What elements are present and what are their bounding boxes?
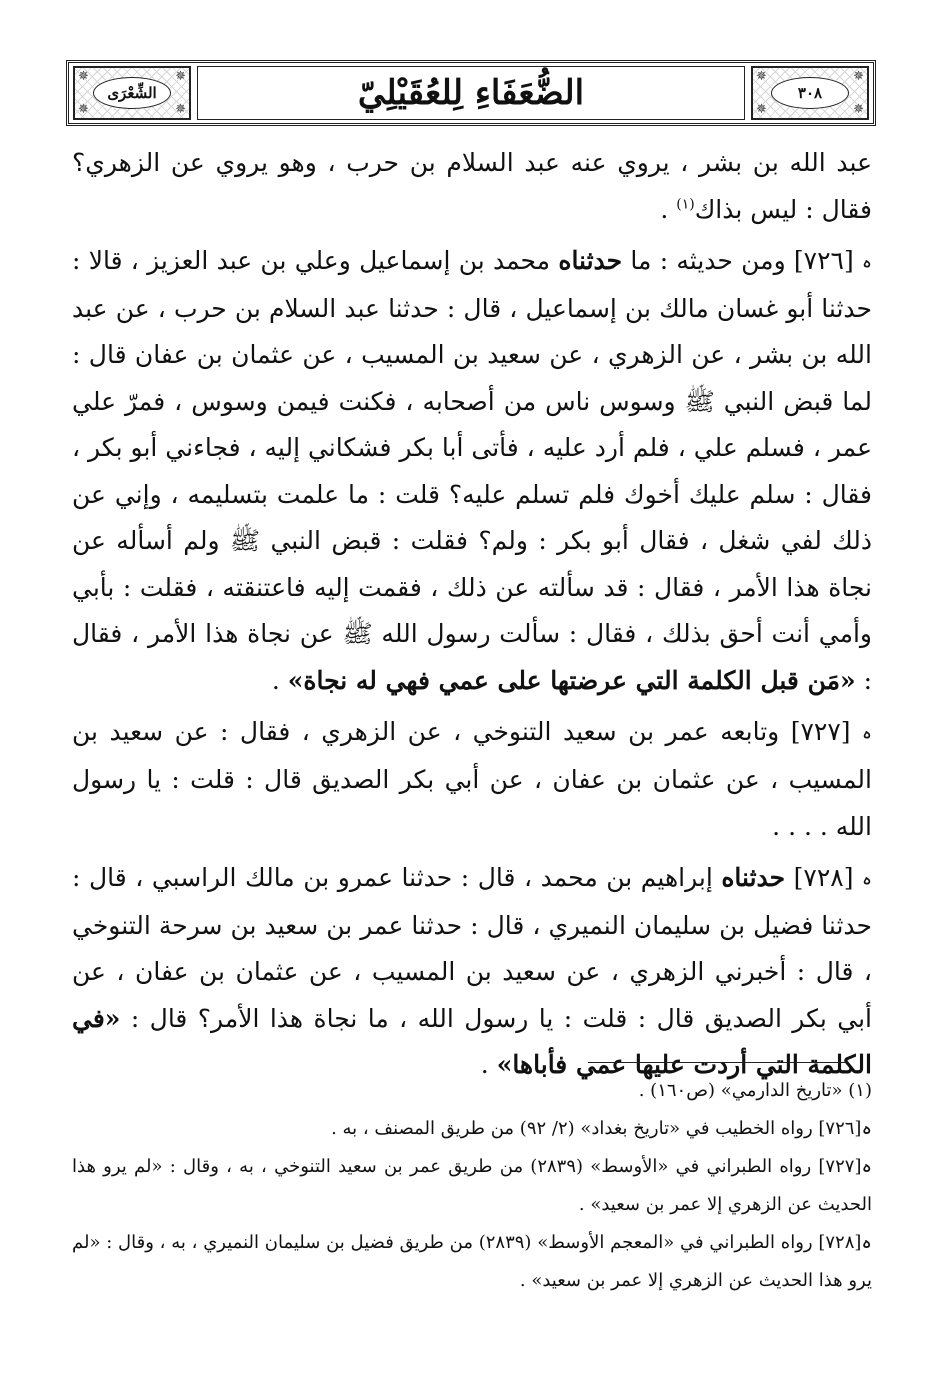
header-ornament-left — [73, 66, 191, 120]
running-title: الضُّعَفَاءِ لِلعُقَيْلِيّ — [197, 66, 745, 120]
star-ornament-icon: ✵ — [756, 102, 767, 117]
hadith-text: [٧٢٨] — [785, 863, 854, 892]
paragraph-end: . — [271, 665, 288, 695]
star-ornament-icon: ✵ — [853, 69, 864, 84]
star-ornament-icon: ✵ — [175, 102, 186, 117]
hadith-verb: حدثناه — [721, 863, 786, 892]
page-number: ٣٠٨ — [771, 77, 849, 109]
paragraph-continuation — [72, 140, 872, 233]
hadith-text: [٧٢٧] وتابعه عمر بن سعيد التنوخي ، عن الزهري ، فقال : عن سعيد بن المسيب ، عن عثمان بن عفان ، عن أبي بكر الصديق قال : قلت : يا رسول الله . . . . — [72, 717, 872, 841]
page-header — [66, 60, 876, 126]
hadith-quote: «في الكلمة التي أردت عليها عمي فأباها» — [72, 1003, 872, 1080]
star-ornament-icon: ✵ — [78, 69, 89, 84]
hadith-text: إبراهيم بن محمد ، قال : حدثنا عمرو بن مالك الراسبي ، قال : حدثنا فضيل بن سليمان النميري ، قال : حدثنا عمر بن سعيد بن سرحة التنوخي ، قال : أخبرني الزهري ، عن سعيد بن المسيب ، عن عثمان بن عفان ، عن أبي بكر الصديق قال : قلت : يا رسول الله ، ما نجاة هذا الأمر؟ قال : — [72, 863, 872, 1033]
paragraph-end: . — [660, 194, 677, 224]
star-ornament-icon: ✵ — [853, 102, 864, 117]
footnote-727: ہ[٧٢٧] رواه الطبراني في «الأوسط» (٢٨٣٩) من طريق عمر بن سعيد التنوخي ، به ، وقال : «لم يرو هذا الحديث عن الزهري إلا عمر بن سعيد» . — [72, 1156, 873, 1215]
footnote-1: (١) «تاريخ الدارمي» (ص١٦٠) . — [638, 1080, 872, 1101]
footnotes — [72, 1072, 872, 1300]
main-text — [72, 140, 872, 1094]
hadith-marker-icon: ہ — [862, 723, 872, 744]
header-ornament-right — [751, 66, 869, 120]
hadith-text: محمد بن إسماعيل وعلي بن عبد العزيز ، قالا : حدثنا أبو غسان مالك بن إسماعيل ، قال : حدثنا عبد السلام بن حرب ، عن عبد الله بن بشر ، عن الزهري ، عن سعيد بن المسيب ، عن عثمان بن عفان قال : لما قبض النبي ﷺ وسوس ناس من أصحابه ، فكنت فيمن وسوس ، فمرّ علي عمر ، فسلم علي ، فلم أرد عليه ، فأتى أبا بكر فشكاني إليه ، فجاءني أبو بكر ، فقال : سلم عليك أخوك فلم تسلم عليه؟ قلت : ما علمت بتسليمه ، وإني عن ذلك لفي شغل ، فقال أبو بكر : ولم؟ فقلت : قبض النبي ﷺ ولم أسأله عن نجاة هذا الأمر ، فقال : قد سألته عن ذلك ، فقمت إليه فاعتنقته ، فقلت : بأبي وأمي أنت أحق بذلك ، فقال : سألت رسول الله ﷺ عن نجاة هذا الأمر ، فقال : — [72, 246, 872, 695]
hadith-marker-icon: ہ — [862, 252, 872, 273]
paragraph-text: عبد الله بن بشر ، يروي عنه عبد السلام بن حرب ، وهو يروي عن الزهري؟ فقال : ليس بذاك — [72, 148, 872, 224]
star-ornament-icon: ✵ — [175, 69, 186, 84]
hadith-728 — [72, 855, 872, 1089]
hadith-quote: «مَن قبل الكلمة التي عرضتها على عمي فهي له نجاة» — [287, 665, 856, 695]
hadith-verb: حدثناه — [558, 246, 623, 275]
ornament-caption: الشِّعْرَى — [93, 77, 171, 109]
footnote-728: ہ[٧٢٨] رواه الطبراني في «المعجم الأوسط» (٢٨٣٩) من طريق فضيل بن سليمان النميري ، به ، وقال : «لم يرو هذا الحديث عن الزهري إلا عمر بن سعيد» . — [72, 1232, 872, 1291]
hadith-text: [٧٢٦] ومن حديثه : ما — [622, 246, 854, 275]
hadith-marker-icon: ہ — [862, 869, 872, 890]
hadith-727 — [72, 709, 872, 850]
star-ornament-icon: ✵ — [756, 69, 767, 84]
hadith-726 — [72, 238, 872, 704]
footnote-ref: (١) — [676, 196, 695, 213]
star-ornament-icon: ✵ — [78, 102, 89, 117]
footnote-divider — [588, 1062, 848, 1063]
footnote-726: ہ[٧٢٦] رواه الخطيب في «تاريخ بغداد» (٢/ ٩٢) من طريق المصنف ، به . — [331, 1118, 872, 1139]
paragraph-end: . — [480, 1050, 497, 1080]
